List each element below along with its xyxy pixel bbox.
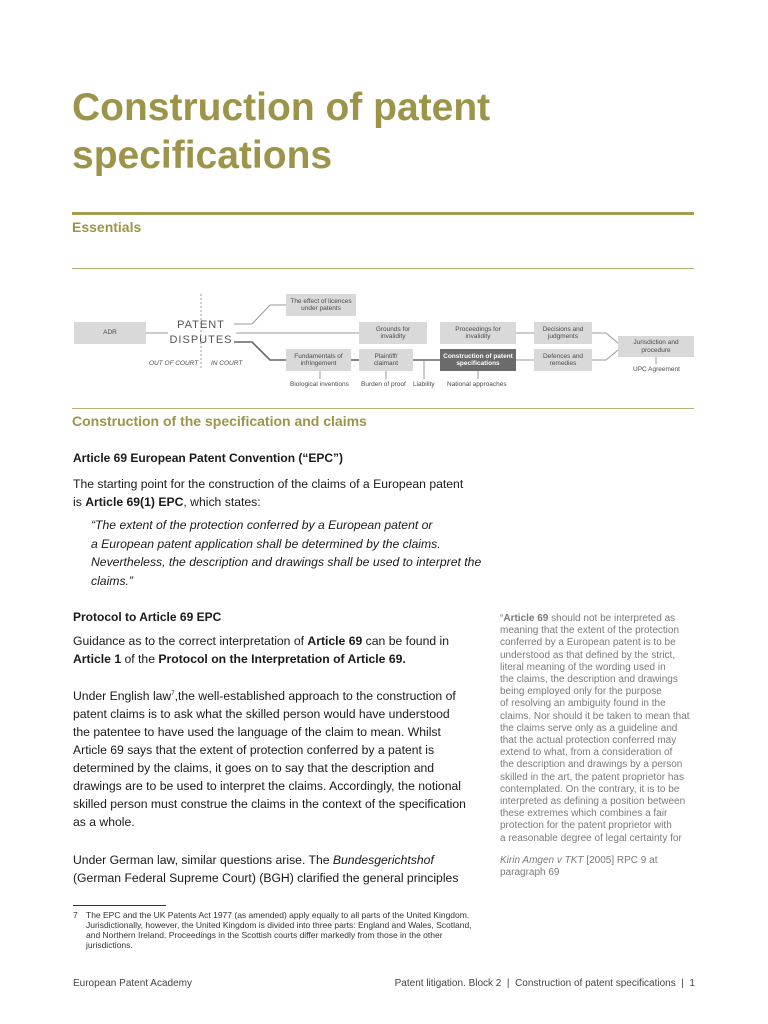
decisions-line-2: judgments — [547, 333, 578, 340]
national-label: National approaches — [447, 381, 507, 388]
english-line: as a whole. — [73, 815, 135, 829]
sidebar-line: literal meaning of the wording used in — [500, 661, 666, 673]
liability-label: Liability — [413, 381, 435, 388]
construction-line-2: specifications — [456, 360, 500, 367]
title-line-2: specifications — [72, 134, 333, 177]
protocol-heading: Protocol to Article 69 EPC — [73, 610, 222, 624]
section-heading: Construction of the specification and claims — [72, 413, 367, 429]
construction-line-1: Construction of patent — [443, 352, 513, 360]
burden-label: Burden of proof — [361, 381, 406, 388]
english-line: patent claims is to ask what the skilled person would have understood — [73, 707, 450, 721]
footnote-text — [86, 910, 506, 950]
grounds-line-2: invalidity — [380, 333, 406, 340]
proceedings-line-2: invalidity — [465, 333, 491, 340]
quote-line: Nevertheless, the description and drawings shall be used to interpret the — [91, 555, 482, 569]
article69-intro — [73, 475, 493, 511]
article69-intro-line-2: is Article 69(1) EPC, which states: — [73, 495, 261, 509]
sidebar-line: skilled in the art, the patent proprietor has — [500, 771, 684, 783]
diagram-rule — [72, 408, 694, 409]
upc-label: UPC Agreement — [633, 366, 680, 373]
german-law-paragraph — [73, 851, 493, 887]
sidebar-line: the claims serve only as a guideline and — [500, 722, 678, 734]
sidebar-line: the claims, the description and drawings — [500, 674, 678, 686]
footnote-rule — [73, 905, 166, 906]
plaintiff-line-2: claimant — [373, 360, 399, 367]
footnote-line: Jurisdictionally, however, the United Kingdom is divided into three parts: England and Wales, Scotland, — [86, 920, 472, 930]
out-of-court-label: OUT OF COURT — [149, 360, 199, 367]
adr-label: ADR — [103, 329, 117, 337]
sidebar-line: conferred by a European patent is to be — [500, 637, 676, 649]
decisions-line-1: Decisions and — [542, 325, 584, 333]
defences-line-1: Defences and — [542, 352, 584, 360]
guidance-line-2: Article 1 of the Protocol on the Interpretation of Article 69. — [73, 652, 406, 666]
footnote-ref: 7 — [171, 690, 175, 697]
title-line-1: Construction of patent — [72, 86, 491, 129]
grounds-line-1: Grounds for — [375, 325, 411, 333]
english-line: the patentee to have used the language of the claim to mean. Whilst — [73, 725, 441, 739]
footnote-number: 7 — [73, 910, 78, 920]
footnote-line: and Northern Ireland. Proceedings in the Scottish courts differ markedly from those in the other — [86, 930, 443, 940]
case-citation-line-2: paragraph 69 — [500, 867, 560, 879]
sidebar-line: understood as that defined by the strict, — [500, 649, 676, 661]
biological-label: Biological inventions — [290, 381, 349, 388]
article69-1-epc-ref: Article 69(1) EPC — [85, 495, 184, 509]
patent-word: PATENT — [177, 319, 225, 331]
quote-line: a European patent application shall be determined by the claims. — [91, 536, 441, 551]
licences-box — [286, 294, 356, 316]
english-line: skilled person must construe the claims in the context of the specification — [73, 797, 466, 811]
english-line: Under English law$^7$,the well-established approach to the construction of — [73, 689, 456, 703]
footer-right: Patent litigation. Block 2 | Construction of patent specifications | 1 — [394, 978, 695, 989]
article69-quote — [91, 516, 491, 590]
german-line-1: Under German law, similar questions arise. The Bundesgerichtshof — [73, 853, 434, 867]
english-line: Article 69 says that the extent of protection conferred by a patent is — [73, 743, 435, 757]
sidebar-line: meaning that the extent of the protection — [500, 625, 680, 637]
decisions-box — [534, 322, 592, 344]
footnote-line: The EPC and the UK Patents Act 1977 (as amended) apply equally to all parts of the United Kingdom. — [86, 910, 470, 920]
footnote-line: jurisdictions. — [86, 940, 133, 950]
english-line: determined by the claims, it goes on to say that the description and — [73, 761, 435, 775]
english-line: drawings are to be used to interpret the claims. Accordingly, the notional — [73, 779, 461, 793]
jurisdiction-box — [618, 336, 694, 357]
proceedings-line-1: Proceedings for — [455, 325, 501, 333]
fundamentals-line-2: infringement — [300, 360, 337, 367]
fundamentals-line-1: Fundamentals of — [294, 352, 343, 360]
patent-disputes-label — [168, 318, 234, 348]
defences-box — [534, 349, 592, 371]
sidebar-line: extend to what, from a consideration of — [500, 747, 673, 759]
proceedings-box — [440, 322, 516, 344]
jurisdiction-line-2: procedure — [641, 346, 671, 354]
adr-box — [74, 322, 146, 344]
sidebar-quote — [500, 613, 705, 879]
sidebar-line: contemplated. On the contrary, it is to be — [500, 783, 680, 795]
sidebar-line: a reasonable degree of legal certainty for — [500, 832, 682, 844]
plaintiff-box — [359, 349, 413, 371]
in-court-label: IN COURT — [211, 360, 243, 367]
jurisdiction-line-1: Jurisdiction and — [633, 339, 679, 346]
quote-line: “The extent of the protection conferred by a European patent or — [91, 518, 433, 532]
grounds-box — [359, 322, 427, 344]
sidebar-line: interpreted as defining a position between — [500, 796, 686, 808]
licences-line-1: The effect of licences — [290, 297, 352, 305]
sidebar-line: the description and drawings by a person — [500, 759, 683, 771]
german-line-2: (German Federal Supreme Court) (BGH) clarified the general principles — [73, 871, 459, 885]
defences-line-2: remedies — [549, 360, 577, 367]
case-citation-line-1: Kirin Amgen v TKT [2005] RPC 9 at — [500, 854, 658, 866]
english-law-paragraph — [73, 687, 493, 831]
licences-line-2: under patents — [301, 305, 341, 312]
quote-line: claims.” — [91, 573, 133, 588]
guidance-line-1: Guidance as to the correct interpretation of Article 69 can be found in — [73, 634, 450, 648]
sidebar-line: claims. Nor should it be taken to mean that — [500, 710, 690, 722]
sidebar-line: protection for the patent proprietor with — [500, 820, 672, 832]
construction-box-current — [440, 349, 516, 371]
sidebar-line: these extremes which combines a fair — [500, 808, 668, 820]
sidebar-line: “Article 69 should not be interpreted as — [500, 613, 676, 624]
article69-heading: Article 69 European Patent Convention (“EPC”) — [73, 451, 344, 465]
essentials-label: Essentials — [72, 219, 142, 235]
sidebar-line: of resolving an ambiguity found in the — [500, 698, 666, 710]
sidebar-line: being employed only for the purpose — [500, 686, 662, 698]
disputes-word: DISPUTES — [169, 334, 233, 346]
protocol-guidance — [73, 632, 493, 668]
plaintiff-line-1: Plaintiff/ — [374, 352, 398, 360]
footer-left: European Patent Academy — [73, 978, 192, 989]
sidebar-line: that the actual protection conferred may — [500, 735, 677, 747]
fundamentals-box — [286, 349, 351, 371]
article69-intro-line-1: The starting point for the construction of the claims of a European patent — [73, 477, 464, 491]
